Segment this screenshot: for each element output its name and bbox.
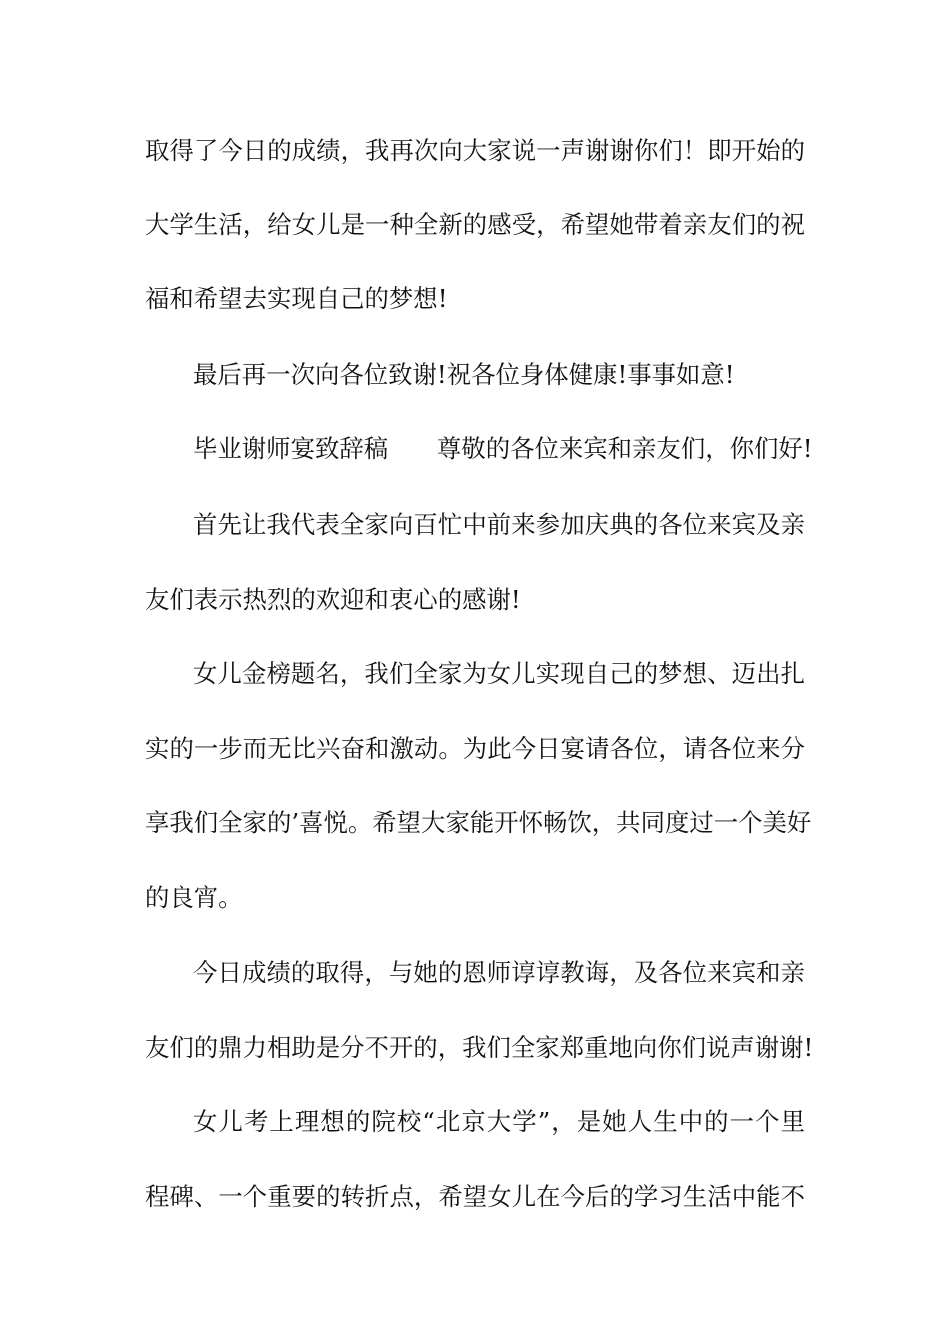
text-line: 程碑、一个重要的转折点，希望女儿在今后的学习生活中能不 [145, 1182, 805, 1211]
text-line: 福和希望去实现自己的梦想! [145, 284, 448, 313]
text-line: 取得了今日的成绩，我再次向大家说一声谢谢你们！即开始的 [145, 136, 805, 165]
text-line: 友们的鼎力相助是分不开的，我们全家郑重地向你们说声谢谢! [145, 1033, 814, 1062]
paragraph-line: 今日成绩的取得，与她的恩师谆谆教诲，及各位来宾和亲 [193, 958, 805, 987]
text-line: 实的一步而无比兴奋和激动。为此今日宴请各位，请各位来分 [145, 734, 805, 763]
text-line: 享我们全家的’喜悦。希望大家能开怀畅饮，共同度过一个美好 [145, 808, 812, 837]
paragraph-line: 最后再一次向各位致谢!祝各位身体健康!事事如意! [193, 360, 735, 389]
paragraph-line: 毕业谢师宴致辞稿 尊敬的各位来宾和亲友们，你们好! [193, 434, 813, 463]
text-line: 大学生活，给女儿是一种全新的感受，希望她带着亲友们的祝 [145, 210, 805, 239]
paragraph-line: 首先让我代表全家向百忙中前来参加庆典的各位来宾及亲 [193, 510, 805, 539]
text-line: 友们表示热烈的欢迎和衷心的感谢! [145, 585, 521, 614]
paragraph-line: 女儿考上理想的院校“北京大学”，是她人生中的一个里 [193, 1107, 805, 1136]
text-line: 的良宵。 [145, 883, 243, 912]
paragraph-line: 女儿金榜题名，我们全家为女儿实现自己的梦想、迈出扎 [193, 659, 805, 688]
